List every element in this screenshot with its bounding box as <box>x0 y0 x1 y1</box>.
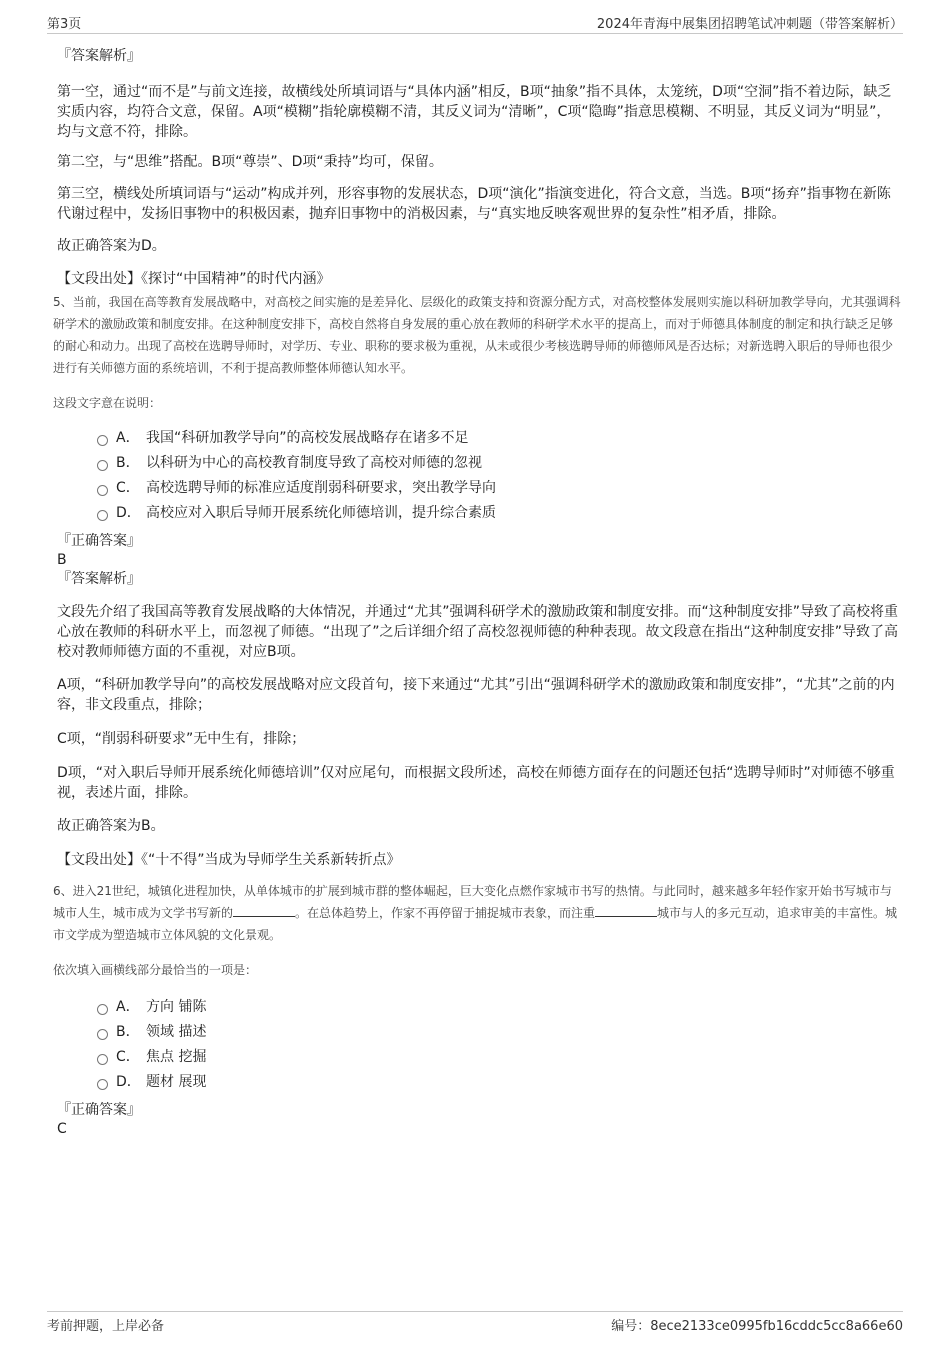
q4-analysis-para-3: 第三空，横线处所填词语与“运动”构成并列，形容事物的发展状态，D项“演化”指演变进化，符合文意，当选。B项“扬弃”指事物在新陈代谢过程中，发扬旧事物中的积极因素，抛弃旧事物中的消极因素，与“真实地反映客观世界的复杂性”相矛盾，排除。 <box>57 186 891 222</box>
q5-stem: 5、当前，我国在高等教育发展战略中，对高校之间实施的是差异化、层级化的政策支持和资源分配方式，对高校整体发展则实施以科研加教学导向，尤其强调科研学术的激励政策和制度安排。在这种制度安排下，高校自然将自身发展的重心放在教师的科研学术水平的提高上，而对于师德具体制度的制定和执行缺乏足够的耐心和动力。出现了高校在选聘导师时，对学历、专业、职称的要求极为重视，从未或很少考核选聘导师的师德师风是否达标；对新选聘入职后的导师也很少进行有关师德方面的系统培训，不利于提高教师整体师德认知水平。 <box>53 295 901 375</box>
q5-ask: 这段文字意在说明： <box>53 396 162 410</box>
q6-correct-answer: C <box>57 1121 67 1137</box>
document-title: 2024年青海中展集团招聘笔试冲刺题（带答案解析） <box>596 17 903 32</box>
fill-blank-1[interactable] <box>233 904 295 917</box>
radio-icon[interactable] <box>97 1079 108 1090</box>
q4-analysis-para-1: 第一空，通过“而不是”与前文连接，故横线处所填词语与“具体内涵”相反，B项“抽象”指不具体，太笼统，D项“空洞”指不着边际，缺乏实质内容，均符合文意，保留。A项“模糊”指轮廓模糊不清，其反义词为“清晰”，C项“隐晦”指意思模糊、不明显，其反义词为“明显”，均与文意不符，排除。 <box>57 84 892 140</box>
q4-analysis-label: 『答案解析』 <box>57 48 141 64</box>
q5-option-c[interactable]: C． 高校选聘导师的标准应适度削弱科研要求，突出教学导向 <box>57 476 902 501</box>
radio-icon[interactable] <box>97 435 108 446</box>
q5-options <box>57 426 902 526</box>
radio-icon[interactable] <box>97 1004 108 1015</box>
q6-option-d[interactable]: D． 题材 展现 <box>57 1070 902 1095</box>
q4-conclusion: 故正确答案为D。 <box>57 238 166 254</box>
radio-icon[interactable] <box>97 1054 108 1065</box>
q5-analysis-label: 『答案解析』 <box>57 571 141 587</box>
q5-analysis-para-2: A项，“科研加教学导向”的高校发展战略对应文段首句，接下来通过“尤其”引出“强调科研学术的激励政策和制度安排”，“尤其”之前的内容，非文段重点，排除； <box>57 677 895 713</box>
page-number: 第3页 <box>47 17 82 32</box>
q6-options <box>57 995 902 1095</box>
page-footer <box>47 1311 903 1334</box>
fill-blank-2[interactable] <box>595 904 657 917</box>
q5-analysis-para-3: C项，“削弱科研要求”无中生有，排除； <box>57 731 306 747</box>
q5-correct-answer: B <box>57 552 67 568</box>
q4-analysis-para-2: 第二空，与“思维”搭配。B项“尊崇”、D项“秉持”均可，保留。 <box>57 154 443 170</box>
document-id: 编号：8ece2133ce0995fb16cddc5cc8a66e60 <box>611 1319 903 1334</box>
q5-analysis-para-4: D项，“对入职后导师开展系统化师德培训”仅对应尾句，而根据文段所述，高校在师德方面存在的问题还包括“选聘导师时”对师德不够重视，表述片面，排除。 <box>57 765 895 801</box>
page-header <box>47 13 903 34</box>
radio-icon[interactable] <box>97 1029 108 1040</box>
radio-icon[interactable] <box>97 510 108 521</box>
q5-correct-label: 『正确答案』 <box>57 533 141 549</box>
footer-slogan: 考前押题，上岸必备 <box>47 1319 165 1334</box>
q5-conclusion: 故正确答案为B。 <box>57 818 165 834</box>
q4-source: 【文段出处】《探讨“中国精神”的时代内涵》 <box>57 271 331 287</box>
q5-option-d[interactable]: D． 高校应对入职后导师开展系统化师德培训，提升综合素质 <box>57 501 902 526</box>
q6-correct-label: 『正确答案』 <box>57 1102 141 1118</box>
q6-ask: 依次填入画横线部分最恰当的一项是： <box>53 963 258 977</box>
q6-option-a[interactable]: A． 方向 铺陈 <box>57 995 902 1020</box>
q5-option-b[interactable]: B． 以科研为中心的高校教育制度导致了高校对师德的忽视 <box>57 451 902 476</box>
q5-option-a[interactable]: A． 我国“科研加教学导向”的高校发展战略存在诸多不足 <box>57 426 902 451</box>
q5-source: 【文段出处】《“十不得”当成为导师学生关系新转折点》 <box>57 852 401 868</box>
q5-analysis-para-1: 文段先介绍了我国高等教育发展战略的大体情况，并通过“尤其”强调科研学术的激励政策和制度安排。而“这种制度安排”导致了高校将重心放在教师的科研水平上，而忽视了师德。“出现了”之后详细介绍了高校忽视师德的种种表现。故文段意在指出“这种制度安排”导致了高校对教师师德方面的不重视，对应B项。 <box>57 604 899 660</box>
q6-option-b[interactable]: B． 领域 描述 <box>57 1020 902 1045</box>
radio-icon[interactable] <box>97 460 108 471</box>
q6-option-c[interactable]: C． 焦点 挖掘 <box>57 1045 902 1070</box>
radio-icon[interactable] <box>97 485 108 496</box>
q6-stem: 6、进入21世纪，城镇化进程加快，从单体城市的扩展到城市群的整体崛起，巨大变化点燃作家城市书写的热情。与此同时，越来越多年轻作家开始书写城市与城市人生，城市成为文学书写新的 。在总体趋势上，作家不再停留于捕捉城市表象，而注重 城市与人的多元互动，追求审美的丰富性。城市文学成为塑造城市立体风貌的文化景观。 <box>53 884 898 942</box>
page-content <box>53 44 902 1138</box>
